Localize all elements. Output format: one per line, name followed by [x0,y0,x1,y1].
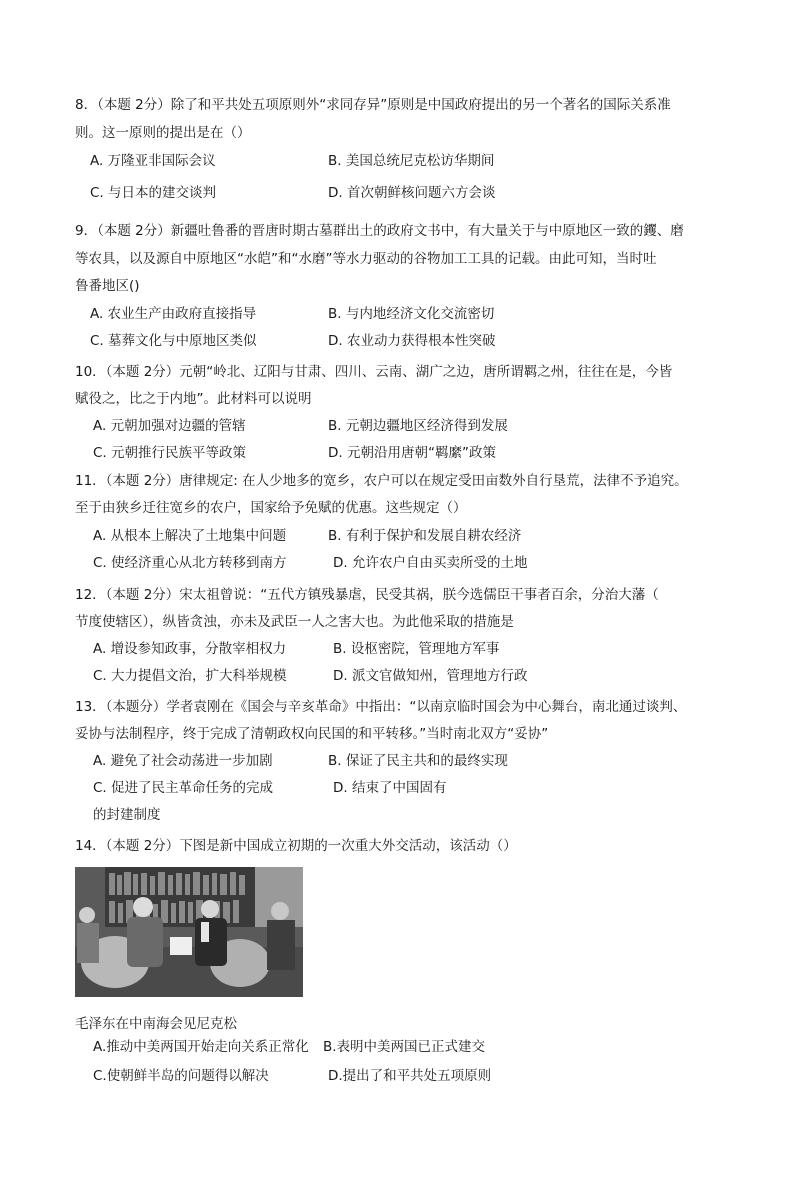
q12-option-b[interactable]: B. 设枢密院，管理地方军事 [333,641,500,657]
q14-option-a[interactable]: A.推动中美两国开始走向关系正常化 [93,1039,309,1055]
photo-caption: 毛泽东在中南海会见尼克松 [75,1016,237,1032]
question-11-text-line-2: 至于由狭乡迁往宽乡的农户，国家给予免赋的优惠。这些规定（） [75,500,467,516]
q11-option-a[interactable]: A. 从根本上解决了土地集中问题 [93,528,287,544]
photo-mao-meets-nixon [75,867,303,997]
photo-illustration [75,867,303,997]
q9-option-c[interactable]: C. 墓葬文化与中原地区类似 [90,333,257,349]
question-13-text-line-1: 13．（本题分）学者袁刚在《国会与辛亥革命》中指出：“以南京临时国会为中心舞台，南北通过谈判、 [75,699,687,715]
question-10-text-line-2: 赋役之，比之于内地”。此材料可以说明 [75,391,312,407]
q8-option-a[interactable]: A. 万隆亚非国际会议 [90,153,216,169]
question-12-text-line-1: 12．（本题 2分）宋太祖曾说：“五代方镇残暴虐，民受其祸，朕今选儒臣干事者百余，分治大藩（ [75,587,659,603]
q14-option-b[interactable]: B.表明中美两国已正式建交 [323,1039,486,1055]
q11-option-c[interactable]: C. 使经济重心从北方转移到南方 [93,555,287,571]
q11-option-d[interactable]: D. 允许农户自由买卖所受的土地 [333,555,528,571]
q14-option-c[interactable]: C.使朝鲜半岛的问题得以解决 [93,1068,269,1084]
q9-option-b[interactable]: B. 与内地经济文化交流密切 [328,306,495,322]
question-14-text-line-1: 14．（本题 2分）下图是新中国成立初期的一次重大外交活动，该活动（） [75,838,517,854]
question-9-text-line-1: 9．（本题 2分）新疆吐鲁番的晋唐时期古墓群出土的政府文书中，有大量关于与中原地区一致的钁、磨 [75,223,684,239]
q11-option-b[interactable]: B. 有利于保护和发展自耕农经济 [328,528,522,544]
q8-option-c[interactable]: C. 与日本的建交谈判 [90,185,217,201]
q13-option-a[interactable]: A. 避免了社会动荡进一步加剧 [93,753,273,769]
q10-option-a[interactable]: A. 元朝加强对边疆的管辖 [93,418,246,434]
q12-option-c[interactable]: C. 大力提倡文治，扩大科举规模 [93,668,287,684]
question-10-text-line-1: 10．（本题 2分）元朝“岭北、辽阳与甘肃、四川、云南、湖广之边，唐所谓羁之州，往往在是，今皆 [75,364,673,380]
question-8-text-line-1: 8．（本题 2分）除了和平共处五项原则外“求同存异”原则是中国政府提出的另一个著名的国际关系准 [75,97,671,113]
question-12-text-line-2: 节度使辖区），纵皆贪浊，亦未及武臣一人之害大也。为此他采取的措施是 [75,614,514,630]
q13-option-d[interactable]: D. 结束了中国固有 [333,780,447,796]
question-9-text-line-3: 鲁番地区() [75,278,140,294]
q13-option-d-continuation: 的封建制度 [93,807,161,823]
q13-option-c[interactable]: C. 促进了民主革命任务的完成 [93,780,274,796]
question-8-text-line-2: 则。这一原则的提出是在（） [75,125,251,141]
q8-option-d[interactable]: D. 首次朝鲜核问题六方会谈 [328,185,496,201]
q10-option-d[interactable]: D. 元朝沿用唐朝“羁縻”政策 [328,445,496,461]
q9-option-d[interactable]: D. 农业动力获得根本性突破 [328,333,496,349]
q13-option-b[interactable]: B. 保证了民主共和的最终实现 [328,753,508,769]
question-13-text-line-2: 妥协与法制程序，终于完成了清朝政权向民国的和平转移。”当时南北双方“妥协” [75,726,549,742]
q9-option-a[interactable]: A. 农业生产由政府直接指导 [90,306,257,322]
question-9-text-line-2: 等农具，以及源自中原地区“水皑”和“水磨”等水力驱动的谷物加工工具的记载。由此可知，当时吐 [75,251,657,267]
q10-option-b[interactable]: B. 元朝边疆地区经济得到发展 [328,418,508,434]
q12-option-a[interactable]: A. 增设参知政事，分散宰相权力 [93,641,287,657]
q14-option-d[interactable]: D.提出了和平共处五项原则 [328,1068,492,1084]
q8-option-b[interactable]: B. 美国总统尼克松访华期间 [328,153,495,169]
q12-option-d[interactable]: D. 派文官做知州，管理地方行政 [333,668,528,684]
q10-option-c[interactable]: C. 元朝推行民族平等政策 [93,445,247,461]
question-11-text-line-1: 11．（本题 2分）唐律规定: 在人少地多的宽乡，农户可以在规定受田亩数外自行垦荒，法律不予追究。 [75,473,688,489]
